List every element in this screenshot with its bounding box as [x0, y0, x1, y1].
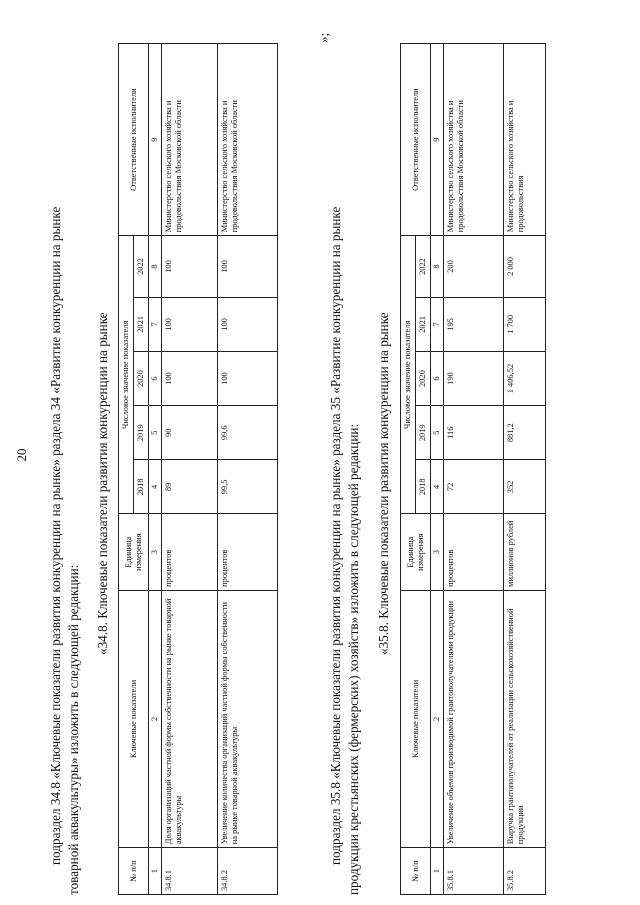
row-num: 34.8.2 [218, 848, 278, 895]
header-indicator: Ключевые показатели [119, 590, 149, 847]
row-responsible: Министерство сельского хозяйства и продовольствия [504, 44, 546, 236]
index-cell: 5 [149, 406, 162, 460]
section-34-heading: «34.8. Ключевые показатели развития конкуренции на рынке [95, 312, 110, 655]
table-row [162, 44, 218, 895]
row-value: 72 [444, 460, 504, 514]
header-num: № п/п [401, 848, 431, 895]
header-year: 2022 [416, 236, 431, 298]
section-34-closing: »; [316, 32, 331, 43]
index-cell: 3 [431, 514, 444, 590]
index-cell: 6 [431, 351, 444, 405]
row-unit: процентов [444, 514, 504, 590]
header-year: 2018 [416, 460, 431, 514]
header-values-group: Числовое значение показателя [119, 236, 134, 514]
section-34-intro-line-2: товарной аквакультуры» изложить в следующей редакции: [66, 564, 81, 895]
header-year: 2019 [416, 406, 431, 460]
row-value: 1 406,52 [504, 351, 546, 405]
index-cell: 9 [149, 44, 162, 236]
row-num: 34.8.1 [162, 848, 218, 895]
index-row [149, 44, 162, 895]
section-35-intro-line-2: продукции крестьянских (фермерских) хозяйств» изложить в следующей редакции: [346, 423, 361, 895]
row-unit: процентов [162, 514, 218, 590]
section-35-heading: «35.8. Ключевые показатели развития конкуренции на рынке [376, 312, 391, 655]
row-indicator: Выручка грантополучателей от реализации сельскохозяйственной продукции [504, 590, 546, 847]
index-cell: 7 [149, 297, 162, 351]
row-responsible: Министерство сельского хозяйства и продовольствия Московской области [218, 44, 278, 236]
row-value: 881,2 [504, 406, 546, 460]
index-cell: 4 [149, 460, 162, 514]
row-indicator: Увеличение количества организаций частной формы собственности на рынке товарной аквакультуры [218, 590, 278, 847]
index-row [431, 44, 444, 895]
table-row [218, 44, 278, 895]
row-value: 352 [504, 460, 546, 514]
row-unit: процентов [218, 514, 278, 590]
index-cell: 2 [431, 590, 444, 847]
header-indicator: Ключевые показатели [401, 590, 431, 847]
row-unit: миллионов рублей [504, 514, 546, 590]
page-number: 20 [14, 448, 29, 462]
index-cell: 1 [149, 848, 162, 895]
row-value: 116 [444, 406, 504, 460]
header-num: № п/п [119, 848, 149, 895]
row-value: 99,5 [218, 460, 278, 514]
row-indicator: Увеличение объемов производимой грантополучателями продукции [444, 590, 504, 847]
header-responsible: Ответственные исполнители [119, 44, 149, 236]
header-year: 2020 [416, 351, 431, 405]
row-value: 89 [162, 460, 218, 514]
index-cell: 6 [149, 351, 162, 405]
row-value: 100 [218, 297, 278, 351]
header-year: 2021 [416, 297, 431, 351]
index-cell: 9 [431, 44, 444, 236]
header-unit: Единица измерения [119, 514, 149, 590]
row-value: 195 [444, 297, 504, 351]
index-cell: 7 [431, 297, 444, 351]
index-cell: 8 [149, 236, 162, 298]
header-year: 2018 [134, 460, 149, 514]
row-value: 200 [444, 236, 504, 298]
row-num: 35.8.2 [504, 848, 546, 895]
header-values-group: Числовое значение показателя [401, 236, 416, 514]
header-responsible: Ответственные исполнители [401, 44, 431, 236]
row-value: 100 [162, 297, 218, 351]
index-cell: 3 [149, 514, 162, 590]
row-value: 99,6 [218, 406, 278, 460]
table-row [444, 44, 504, 895]
row-value: 2 000 [504, 236, 546, 298]
header-unit: Единица измерения [401, 514, 431, 590]
row-value: 100 [218, 236, 278, 298]
section-35-table [400, 43, 546, 895]
row-value: 100 [162, 351, 218, 405]
index-cell: 2 [149, 590, 162, 847]
row-value: 100 [162, 236, 218, 298]
index-cell: 5 [431, 406, 444, 460]
header-year: 2021 [134, 297, 149, 351]
row-responsible: Министерство сельского хозяйства и продовольствия Московской области [444, 44, 504, 236]
header-year: 2020 [134, 351, 149, 405]
row-value: 1 700 [504, 297, 546, 351]
row-value: 190 [444, 351, 504, 405]
table-row [504, 44, 546, 895]
row-indicator: Доля организаций частной формы собственности на рынке товарной аквакультуры [162, 590, 218, 847]
index-cell: 8 [431, 236, 444, 298]
section-35-intro-line-1: подраздел 35.8 «Ключевые показатели развития конкуренции на рынке» раздела 35 «Развитие конкуренции на рынке [328, 206, 343, 865]
row-value: 100 [218, 351, 278, 405]
row-value: 90 [162, 406, 218, 460]
index-cell: 1 [431, 848, 444, 895]
header-year: 2022 [134, 236, 149, 298]
index-cell: 4 [431, 460, 444, 514]
header-year: 2019 [134, 406, 149, 460]
section-34-table [118, 43, 278, 895]
row-responsible: Министерство сельского хозяйства и продовольствия Московской области [162, 44, 218, 236]
section-34-intro-line-1: подраздел 34.8 «Ключевые показатели развития конкуренции на рынке» раздела 34 «Развитие конкуренции на рынке [48, 206, 63, 865]
row-num: 35.8.1 [444, 848, 504, 895]
